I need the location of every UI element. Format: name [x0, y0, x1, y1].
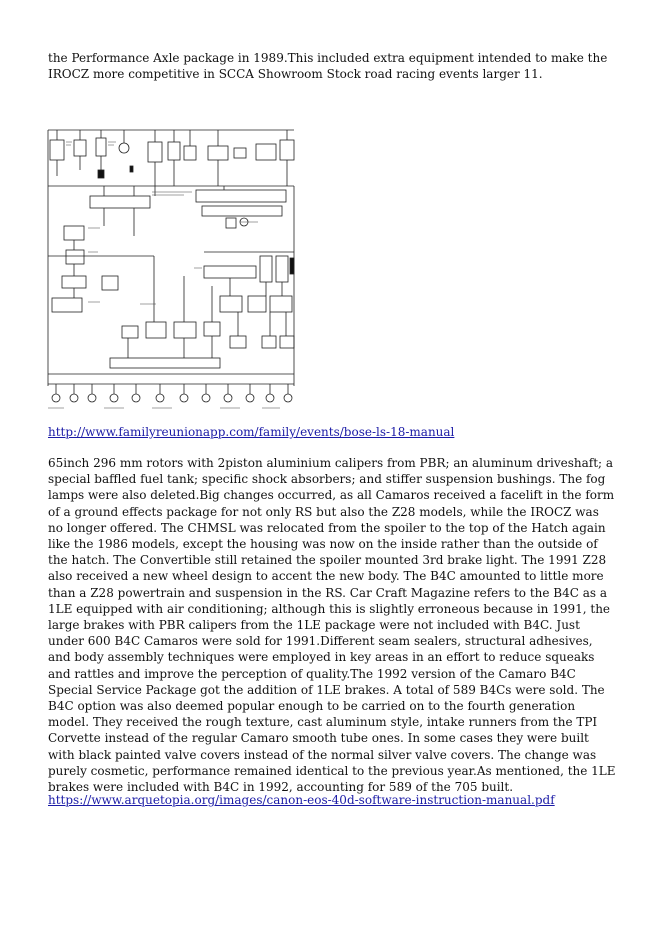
arquetopia-link[interactable]: https://www.arquetopia.org/images/canon-eos-40d-software-instruction-manual.pdf: [48, 793, 555, 807]
wiring-diagram-icon: [44, 126, 304, 414]
body-paragraph: 65inch 296 mm rotors with 2piston aluminium calipers from PBR; an aluminum driveshaft; a special baffled fuel tank; specific shock absorbers; and stiffer suspension bushings. The fog lamps were also deleted.Big changes occurred, as all Camaros received a facelift in the form of a ground effects package for not only RS but also the Z28 models, while the IROCZ was no longer offered. The CHMSL was relocated from the spoiler to the top of the Hatch again like the 1986 models, except the housing was now on the inside rather than the outside of the hatch. The Convertible still retained the spoiler mounted 3rd brake light. The 1991 Z28 also received a new wheel design to accent the new body. The B4C amounted to little more than a Z28 powertrain and suspension in the RS. Car Craft Magazine refers to the B4C as a 1LE equipped with air conditioning; although this is slightly erroneous because in 1991, the large brakes with PBR calipers from the 1LE package were not included with B4C. Just under 600 B4C Camaros were sold for 1991.Different seam sealers, structural adhesives, and body assembly techniques were employed in key areas in an effort to reduce squeaks and rattles and improve the perception of quality.The 1992 version of the Camaro B4C Special Service Package got the addition of 1LE brakes. A total of 589 B4Cs were sold. The B4C option was also deemed popular enough to be carried on to the fourth generation model. They received the rough texture, cast aluminum style, intake runners from the TPI Corvette instead of the regular Camaro smooth tube ones. In some cases they were built with black painted valve covers instead of the normal silver valve covers. The change was purely cosmetic, performance remained identical to the previous year.As mentioned, the 1LE brakes were included with B4C in 1992, accounting for 589 of the 705 built.: [48, 456, 616, 795]
intro-paragraph: the Performance Axle package in 1989.This included extra equipment intended to make the IROCZ more competitive in SCCA Showroom Stock road racing events larger 11.: [48, 51, 608, 82]
wiring-diagram: [44, 126, 304, 414]
familyreunionapp-link[interactable]: http://www.familyreunionapp.com/family/events/bose-ls-18-manual: [48, 425, 455, 439]
